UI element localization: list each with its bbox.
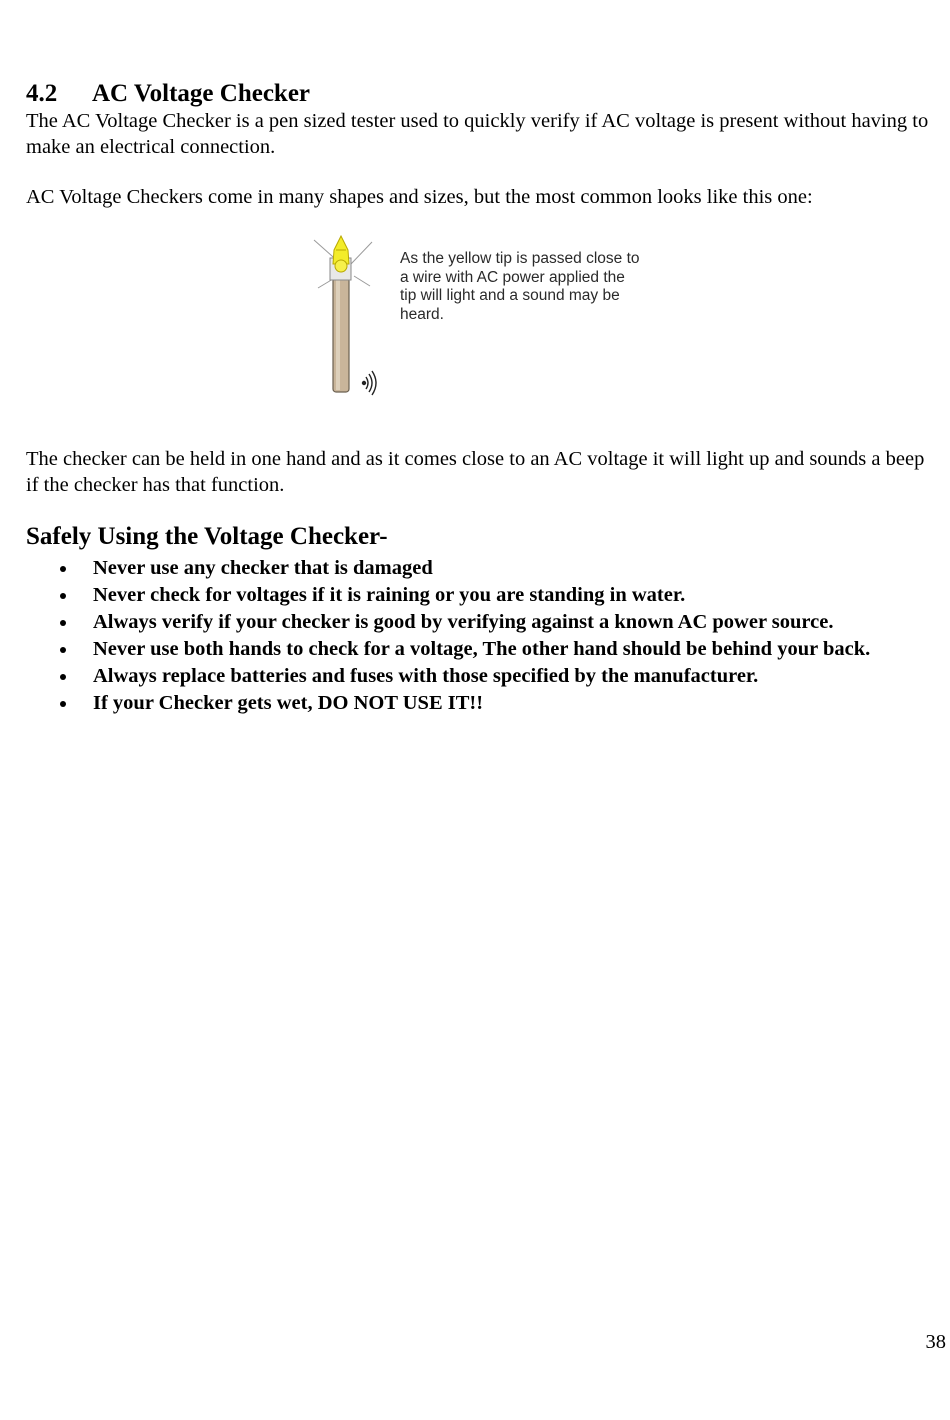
safety-rule-item (26, 582, 946, 609)
bullet-icon (60, 674, 66, 680)
safety-heading: Safely Using the Voltage Checker- (26, 523, 388, 550)
section-number: 4.2 (26, 80, 58, 107)
page-number: 38 (925, 1331, 946, 1353)
voltage-checker-figure (300, 228, 700, 408)
sound-waves-icon (363, 371, 377, 395)
safety-rule-text: Always replace batteries and fuses with those specified by the manufacturer. (93, 665, 759, 687)
section-heading (26, 80, 310, 108)
usage-paragraph: The checker can be held in one hand and as it comes close to an AC voltage it will light up and sounds a beep if the checker has that function. (26, 448, 925, 496)
bullet-icon (60, 701, 66, 707)
voltage-checker-pen-icon (300, 228, 400, 408)
safety-rule-text: Always verify if your checker is good by verifying against a known AC power source. (93, 611, 834, 633)
bullet-icon (60, 566, 66, 572)
bullet-icon (60, 620, 66, 626)
caption-line: heard. (400, 305, 444, 323)
safety-rules-list (26, 555, 946, 717)
caption-line: As the yellow tip is passed close to (400, 250, 640, 267)
section-title: AC Voltage Checker (92, 80, 311, 107)
intro-paragraph: The AC Voltage Checker is a pen sized tester used to quickly verify if AC voltage is present without having to make an electrical connection. (26, 110, 929, 158)
bullet-icon (60, 593, 66, 599)
bullet-icon (60, 647, 66, 653)
safety-rule-text: If your Checker gets wet, DO NOT USE IT!! (93, 692, 484, 714)
safety-rule-item (26, 609, 946, 636)
safety-rule-text: Never use both hands to check for a voltage, The other hand should be behind your back. (93, 638, 871, 660)
caption-line: a wire with AC power applied the (400, 268, 625, 286)
caption-line: tip will light and a sound may be (400, 287, 620, 304)
safety-rule-item (26, 636, 946, 663)
safety-rule-item (26, 663, 946, 690)
safety-rule-text: Never use any checker that is damaged (93, 557, 433, 579)
shapes-paragraph: AC Voltage Checkers come in many shapes and sizes, but the most common looks like this one: (26, 186, 813, 208)
figure-caption (400, 250, 662, 324)
safety-rule-item (26, 555, 946, 582)
safety-rule-text: Never check for voltages if it is raining or you are standing in water. (93, 584, 686, 606)
safety-rule-item (26, 690, 946, 717)
